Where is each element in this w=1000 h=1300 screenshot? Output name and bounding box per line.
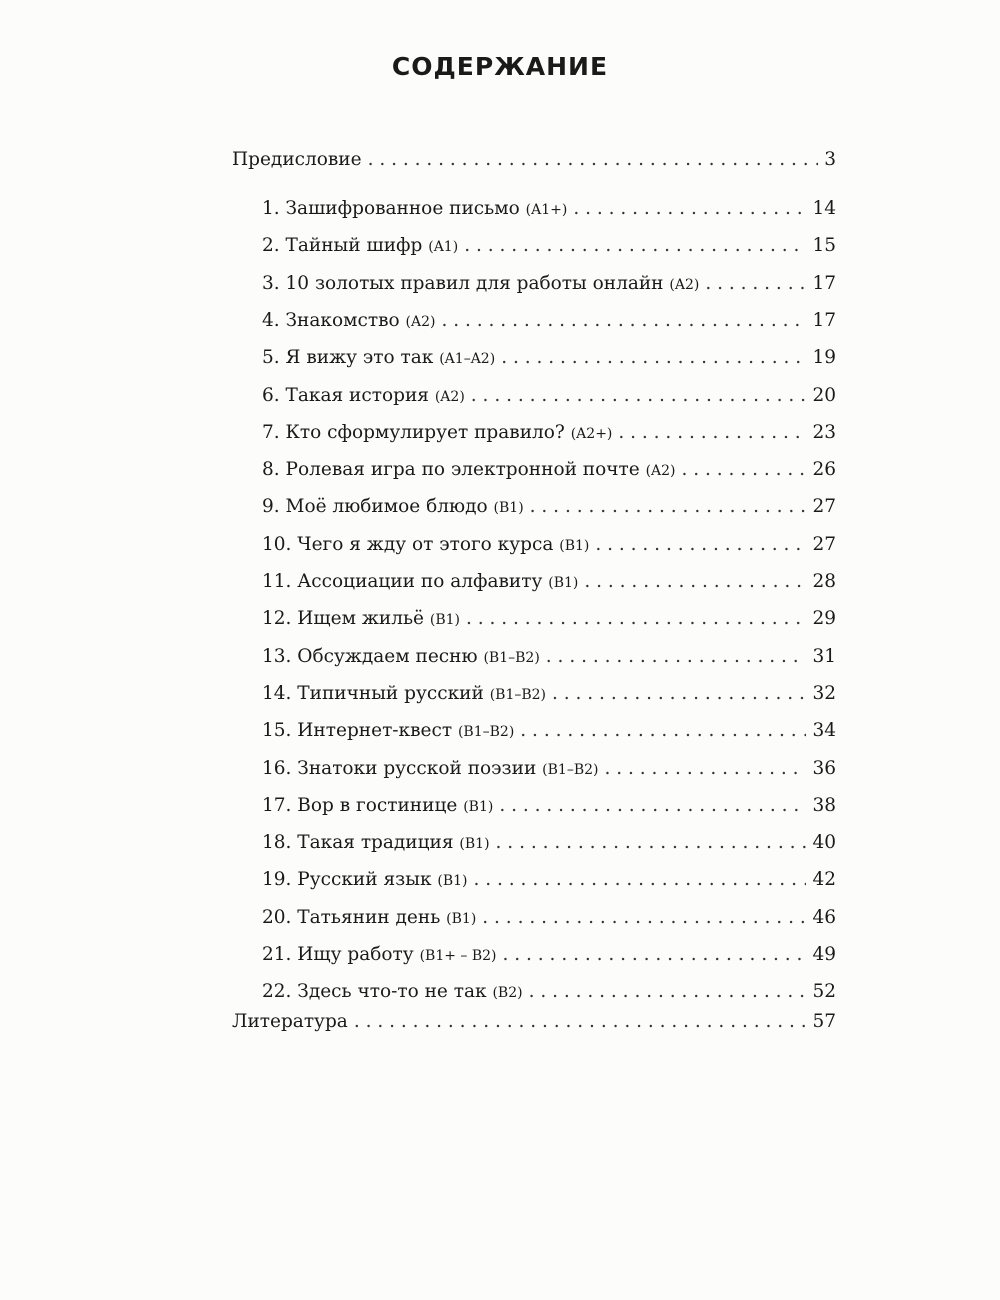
toc-entry-title	[262, 234, 458, 259]
toc-entry-label: 20. Татьянин день	[262, 907, 447, 928]
toc-entry-level: (A2)	[434, 389, 465, 405]
toc-chapter-entry	[262, 943, 836, 967]
dot-leader	[501, 346, 806, 370]
toc-page-number: 29	[812, 608, 836, 629]
toc-entry-title	[262, 906, 476, 931]
toc-entry-level: (A2)	[405, 314, 436, 330]
toc-entry-label: 12. Ищем жильё	[262, 608, 430, 629]
toc-entry-title	[232, 148, 362, 172]
toc-page-number: 3	[824, 149, 836, 170]
toc-entry-level: (B1)	[548, 575, 579, 591]
toc-entry-level: (B1–B2)	[542, 762, 599, 778]
toc-entry-title	[262, 533, 589, 558]
toc-entry-title	[262, 980, 523, 1005]
toc-entry-title	[262, 421, 612, 446]
toc-page-number: 20	[812, 385, 836, 406]
toc-entry-title	[262, 272, 699, 297]
dot-leader	[529, 980, 807, 1004]
dot-leader	[496, 831, 807, 855]
toc-chapter-entry	[262, 346, 836, 370]
toc-page-number: 32	[812, 683, 836, 704]
toc-entry-level: (A1+)	[525, 202, 568, 218]
toc-chapter-entry	[262, 533, 836, 557]
toc-entry-level: (B1)	[459, 836, 490, 852]
dot-leader	[471, 384, 807, 408]
toc-entry-label: 8. Ролевая игра по электронной почте	[262, 459, 646, 480]
dot-leader	[368, 148, 819, 172]
dot-leader	[503, 943, 807, 967]
toc-entry-title	[262, 682, 546, 707]
dot-leader	[474, 868, 807, 892]
toc-chapter-entry	[262, 495, 836, 519]
toc-entry-label: 22. Здесь что-то не так	[262, 981, 493, 1002]
toc-entry-level: (B1)	[437, 873, 468, 889]
page-title: СОДЕРЖАНИЕ	[391, 52, 609, 81]
toc-section-entry	[232, 1010, 836, 1034]
toc-entry-label: 4. Знакомство	[262, 310, 406, 331]
dot-leader	[546, 645, 807, 669]
toc-entry-label: 16. Знатоки русской поэзии	[262, 758, 543, 779]
toc-entry-title	[262, 309, 436, 334]
toc-chapter-entry	[262, 421, 836, 445]
dot-leader	[618, 421, 806, 445]
toc-chapter-entry	[262, 980, 836, 1004]
toc-entry-level: (B1+ – B2)	[419, 948, 497, 964]
toc-entry-title	[262, 346, 495, 371]
toc-page-number: 17	[812, 273, 836, 294]
toc-entry-title	[262, 794, 493, 819]
dot-leader	[595, 533, 806, 557]
toc-entry-label: 2. Тайный шифр	[262, 235, 429, 256]
toc-page-number: 31	[812, 646, 836, 667]
toc-entry-label: 18. Такая традиция	[262, 832, 460, 853]
toc-entry-title	[262, 719, 514, 744]
dot-leader	[552, 682, 806, 706]
toc-page-number: 19	[812, 347, 836, 368]
toc-page-number: 26	[812, 459, 836, 480]
toc-page-number: 34	[812, 720, 836, 741]
toc-chapter-entry	[262, 570, 836, 594]
toc-page-number: 52	[812, 981, 836, 1002]
toc-entry-level: (A1)	[428, 239, 459, 255]
dot-leader	[520, 719, 806, 743]
dot-leader	[682, 458, 807, 482]
toc-entry-label: 5. Я вижу это так	[262, 347, 440, 368]
toc-entry-label: 10. Чего я жду от этого курса	[262, 534, 560, 555]
toc-chapter-entry	[262, 906, 836, 930]
toc-page-number: 40	[812, 832, 836, 853]
toc-page-number: 15	[812, 235, 836, 256]
toc-entry-label: 17. Вор в гостинице	[262, 795, 464, 816]
toc-page-number: 49	[812, 944, 836, 965]
toc-chapter-entry	[262, 682, 836, 706]
toc-entry-level: (B1)	[446, 911, 477, 927]
toc-chapter-entry	[262, 384, 836, 408]
toc-page-number: 46	[812, 907, 836, 928]
toc-chapter-entry	[262, 831, 836, 855]
toc-entry-label: 3. 10 золотых правил для работы онлайн	[262, 273, 670, 294]
toc-chapter-entry	[262, 868, 836, 892]
toc-page-number: 17	[812, 310, 836, 331]
toc-chapter-entry	[262, 645, 836, 669]
toc-chapter-entry	[262, 458, 836, 482]
toc-entry-title	[262, 943, 497, 968]
dot-leader	[705, 272, 806, 296]
toc-entry-level: (B2)	[492, 985, 523, 1001]
toc-entry-title	[262, 831, 490, 856]
toc-entry-title	[262, 868, 468, 893]
toc-chapter-entry	[262, 309, 836, 333]
toc-section-entry	[232, 148, 836, 172]
toc-entry-title	[262, 458, 676, 483]
toc-entry-title	[262, 645, 540, 670]
dot-leader	[530, 495, 807, 519]
toc-page-number: 36	[812, 758, 836, 779]
toc-page-number: 57	[812, 1011, 836, 1032]
dot-leader	[466, 607, 806, 631]
toc-entry-level: (B1)	[493, 500, 524, 516]
toc-chapter-entry	[262, 234, 836, 258]
toc-entry-label: 21. Ищу работу	[262, 944, 420, 965]
dot-leader	[482, 906, 806, 930]
dot-leader	[442, 309, 807, 333]
toc-chapter-entry	[262, 719, 836, 743]
toc-entry-level: (A2)	[645, 463, 676, 479]
toc-entry-level: (A2+)	[570, 426, 613, 442]
toc-entry-label: 9. Моё любимое блюдо	[262, 496, 494, 517]
dot-leader	[464, 234, 806, 258]
toc-page-number: 28	[812, 571, 836, 592]
toc-page-number: 14	[812, 198, 836, 219]
toc-chapter-entry	[262, 272, 836, 296]
dot-leader	[584, 570, 806, 594]
toc-chapter-entry	[262, 757, 836, 781]
toc-entry-level: (B1–B2)	[457, 724, 515, 740]
toc-entry-label: 14. Типичный русский	[262, 683, 490, 704]
toc-entry-title	[262, 495, 524, 520]
toc-page-number: 42	[812, 869, 836, 890]
dot-leader	[604, 757, 806, 781]
toc-entry-title	[262, 607, 460, 632]
toc-entry-title	[262, 384, 465, 409]
toc-entry-label: 1. Зашифрованное письмо	[262, 198, 526, 219]
toc-entry-label: 6. Такая история	[262, 385, 435, 406]
toc-entry-level: (B1)	[559, 538, 590, 554]
toc-entry-label: Литература	[232, 1011, 348, 1032]
toc-entry-label: 19. Русский язык	[262, 869, 438, 890]
toc-entry-label: 13. Обсуждаем песню	[262, 646, 484, 667]
toc-entry-title	[262, 570, 578, 595]
toc-entry-level: (B1)	[429, 612, 460, 628]
dot-leader	[499, 794, 806, 818]
toc-page-number: 27	[812, 534, 836, 555]
toc-entry-title	[232, 1010, 348, 1034]
toc-entry-label: 15. Интернет-квест	[262, 720, 458, 741]
toc-entry-label: 11. Ассоциации по алфавиту	[262, 571, 549, 592]
toc-entry-level: (A1–A2)	[439, 351, 496, 367]
toc-entry-label: Предисловие	[232, 149, 362, 170]
toc-page-number: 38	[812, 795, 836, 816]
toc-chapter-entry	[262, 794, 836, 818]
toc-entry-level: (B1–B2)	[483, 650, 540, 666]
toc-entry-label: 7. Кто сформулирует правило?	[262, 422, 571, 443]
toc-entry-level: (B1)	[463, 799, 494, 815]
toc-entry-level: (B1–B2)	[489, 687, 547, 703]
dot-leader	[573, 197, 806, 221]
toc-entry-title	[262, 197, 567, 222]
toc-entry-level: (A2)	[669, 277, 700, 293]
toc-page-number: 23	[812, 422, 836, 443]
toc-page-number: 27	[812, 496, 836, 517]
toc-chapter-entry	[262, 607, 836, 631]
toc-entry-title	[262, 757, 598, 782]
toc-chapter-entry	[262, 197, 836, 221]
dot-leader	[354, 1010, 807, 1034]
